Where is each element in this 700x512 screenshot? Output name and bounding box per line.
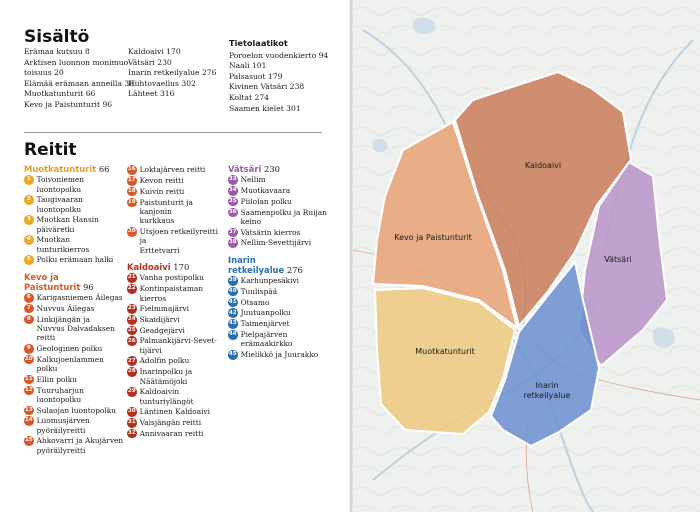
route-name: Juutuanpolku — [240, 308, 291, 318]
route-item[interactable] — [228, 308, 328, 318]
route-name: Vaisjängän reitti — [139, 418, 202, 428]
route-item[interactable] — [127, 187, 227, 197]
divider — [24, 132, 322, 133]
label-vatsari: Vätsäri — [604, 255, 632, 264]
route-item[interactable] — [24, 175, 124, 194]
route-item[interactable] — [127, 284, 227, 303]
route-item[interactable] — [228, 298, 328, 308]
route-section-title[interactable] — [24, 272, 124, 292]
route-item[interactable] — [24, 355, 124, 374]
route-number-badge: 42 — [228, 308, 238, 318]
toc-entry[interactable]: Muotkatunturit 66 — [24, 89, 96, 99]
section-page-number: 170 — [170, 262, 190, 273]
route-item[interactable] — [228, 208, 328, 227]
section-page-number: 230 — [261, 164, 280, 174]
routes-title: Reitit — [24, 140, 77, 160]
route-number-badge: 2 — [24, 195, 34, 205]
route-number-badge: 33 — [228, 175, 238, 185]
route-number-badge: 1 — [24, 175, 34, 185]
route-number-badge: 11 — [24, 375, 34, 385]
route-number-badge: 34 — [228, 186, 238, 196]
toc-title: Sisältö — [24, 27, 90, 47]
route-name: Fielmmajärvi — [139, 304, 190, 314]
routes-column-2 — [127, 164, 227, 438]
route-number-badge: 12 — [24, 386, 34, 396]
route-number-badge: 19 — [127, 198, 137, 208]
route-number-badge: 35 — [228, 197, 238, 207]
route-number-badge: 43 — [228, 319, 238, 329]
toc-entry[interactable]: Palsasuot 179 — [229, 71, 283, 81]
route-number-badge: 5 — [24, 255, 34, 265]
route-name: Taimenjärvet — [240, 319, 290, 329]
route-name: Kuivin reitti — [139, 186, 185, 196]
tietolaatikot-heading: Tietolaatikot — [229, 38, 288, 48]
section-title-text: Kevo ja — [24, 271, 59, 282]
route-item[interactable] — [228, 350, 328, 360]
route-name: Muotkan Hansin päiväretki — [36, 215, 99, 234]
section-page-number: 96 — [80, 281, 94, 292]
section-page-number: 66 — [96, 164, 110, 174]
route-name: Muotkan tunturikierros — [36, 235, 90, 254]
route-item[interactable] — [228, 276, 328, 286]
toc-column-1 — [24, 47, 134, 111]
route-name: Inarinpolku ja Näätämöjoki — [139, 367, 193, 386]
route-number-badge: 15 — [24, 436, 34, 446]
route-number-badge: 38 — [228, 238, 238, 248]
route-item[interactable] — [127, 418, 227, 428]
route-number-badge: 22 — [127, 284, 137, 294]
route-number-badge: 8 — [24, 315, 34, 325]
route-number-badge: 27 — [127, 356, 137, 366]
route-number-badge: 4 — [24, 235, 34, 245]
route-name: Palmankijärvi-Sevet- tijärvi — [139, 336, 217, 355]
route-item[interactable] — [228, 197, 328, 207]
route-number-badge: 31 — [127, 418, 137, 428]
route-name: Tuuruharjun luontopolku — [36, 385, 84, 404]
route-number-badge: 9 — [24, 344, 34, 354]
toc-entry[interactable]: Kaldoaivi 170 — [128, 47, 181, 56]
route-item[interactable] — [127, 429, 227, 439]
route-name: Taugivaaran luontopolku — [36, 195, 83, 214]
route-item[interactable] — [127, 176, 227, 186]
route-number-badge: 3 — [24, 215, 34, 225]
label-inarin-retkeilyalue: Inarin retkeilyalue — [523, 381, 571, 400]
route-name: Vätsärin kierros — [240, 227, 301, 237]
route-item[interactable] — [127, 387, 227, 406]
toc-entry[interactable]: Saamen kielet 301 — [229, 103, 301, 113]
route-number-badge: 26 — [127, 336, 137, 346]
route-number-badge: 32 — [127, 429, 137, 439]
route-item[interactable] — [228, 228, 328, 238]
route-item[interactable] — [127, 336, 227, 355]
route-item[interactable] — [228, 287, 328, 297]
route-number-badge: 29 — [127, 387, 137, 397]
route-name: Läntinen Kaldoaivi — [139, 407, 211, 417]
route-name: Karhunpesäkivi — [240, 276, 300, 286]
route-item[interactable] — [24, 255, 124, 265]
route-name: Annivaaran reitti — [139, 428, 204, 438]
route-number-badge: 25 — [127, 326, 137, 336]
route-number-badge: 28 — [127, 367, 137, 377]
route-item[interactable] — [24, 235, 124, 254]
toc-entry[interactable]: Kevo ja Paistunturit 96 — [24, 99, 113, 109]
route-name: Toivoniemen luontopolku — [36, 175, 85, 194]
route-number-badge: 6 — [24, 293, 34, 303]
map-page — [353, 0, 700, 512]
route-number-badge: 37 — [228, 228, 238, 238]
toc-entry[interactable]: Erämaa kutsuu 8 — [24, 47, 90, 56]
section-title-text: Inarin — [228, 254, 256, 265]
route-name: Tuulispää — [240, 286, 278, 296]
route-item[interactable] — [24, 375, 124, 385]
route-name: Mielikkö ja Juurakko — [240, 350, 319, 359]
route-section-title[interactable] — [228, 164, 328, 174]
route-number-badge: 18 — [127, 187, 137, 197]
route-item[interactable] — [127, 198, 227, 226]
toc-entry[interactable]: toisuus 20 — [24, 68, 64, 78]
route-name: Geologinen polku — [36, 343, 103, 353]
toc-entry[interactable]: Naali 101 — [229, 61, 267, 71]
route-number-badge: 23 — [127, 304, 137, 314]
section-title-text: Muotkatunturit — [24, 164, 97, 174]
route-item[interactable] — [127, 165, 227, 175]
routes-column-1 — [24, 164, 124, 455]
toc-column-3 — [229, 38, 328, 114]
route-item[interactable] — [228, 175, 328, 185]
route-item[interactable] — [127, 304, 227, 314]
toc-entry[interactable]: Elämää erämaan anneilla 38 — [24, 78, 135, 88]
route-item[interactable] — [127, 227, 227, 255]
route-name: Otsamo — [240, 297, 270, 307]
route-number-badge: 44 — [228, 330, 238, 340]
route-item[interactable] — [24, 304, 124, 314]
route-name: Luomusjärven pyöräilyreitti — [36, 416, 90, 435]
section-title-text: retkeilyalue — [228, 264, 285, 275]
route-number-badge: 16 — [127, 165, 137, 175]
toc-entry[interactable]: Inarin retkeilyalue 276 — [128, 68, 217, 78]
route-item[interactable] — [24, 406, 124, 416]
route-number-badge: 36 — [228, 208, 238, 218]
section-title-text: Paistunturit — [24, 281, 81, 292]
route-number-badge: 41 — [228, 298, 238, 308]
route-name: Nuvvus Áilegas — [36, 303, 95, 313]
route-number-badge: 45 — [228, 350, 238, 360]
route-item[interactable] — [127, 315, 227, 325]
route-section-title[interactable] — [127, 262, 227, 272]
route-item[interactable] — [127, 326, 227, 336]
toc-entry[interactable]: Hiihtovaellus 302 — [128, 78, 196, 88]
route-section-title[interactable] — [228, 255, 328, 275]
route-item[interactable] — [24, 215, 124, 234]
route-name: Kevon reitti — [139, 175, 184, 185]
route-number-badge: 17 — [127, 176, 137, 186]
route-name: Nellim — [240, 175, 266, 185]
route-item[interactable] — [127, 407, 227, 417]
route-number-badge: 24 — [127, 315, 137, 325]
route-name: Adolfin polku — [139, 356, 190, 366]
route-name: Ahkovarri ja Akujärven pyöräilyreitti — [36, 436, 124, 455]
route-item[interactable] — [24, 436, 124, 455]
toc-entry[interactable]: Koltat 274 — [229, 92, 270, 102]
route-name: Sulaojan luontopolku — [36, 405, 116, 415]
route-item[interactable] — [228, 186, 328, 196]
route-item[interactable] — [24, 195, 124, 214]
route-item[interactable] — [24, 344, 124, 354]
route-name: Saamenpolku ja Ruijan keino — [240, 207, 327, 226]
route-item[interactable] — [24, 293, 124, 303]
route-item[interactable] — [228, 330, 328, 349]
route-item[interactable] — [127, 367, 227, 386]
route-name: Geadgejärvi — [139, 325, 185, 335]
route-item[interactable] — [228, 319, 328, 329]
route-name: Ellin polku — [36, 374, 77, 384]
label-muotkatunturit: Muotkatunturit — [415, 347, 475, 356]
route-section-title[interactable] — [24, 164, 124, 174]
toc-entry[interactable]: Lähteet 316 — [128, 89, 175, 99]
toc-entry[interactable]: Arktisen luonnon monimuo- — [24, 57, 131, 67]
toc-entry[interactable]: Poroelon vuodenkierto 94 — [229, 50, 329, 60]
route-number-badge: 13 — [24, 406, 34, 416]
toc-entry[interactable]: Vätsäri 230 — [128, 57, 172, 67]
route-name: Vanha postipolku — [139, 273, 205, 283]
route-name: Karigasniemen Áilegas — [36, 292, 123, 302]
route-name: Kalkujoenlammen polku — [36, 354, 104, 374]
route-item[interactable] — [127, 356, 227, 366]
route-name: Loktajärven reitti — [139, 165, 206, 175]
routes-column-3 — [228, 164, 328, 360]
route-item[interactable] — [228, 238, 328, 248]
section-title-text: Kaldoaivi — [127, 262, 171, 273]
route-name: Paistunturit ja kanjonin kurkkaus — [139, 197, 193, 226]
route-name: Skaidijärvi — [139, 314, 180, 324]
route-number-badge: 40 — [228, 287, 238, 297]
toc-entry[interactable]: Kivinen Vätsäri 238 — [229, 82, 305, 92]
route-number-badge: 14 — [24, 416, 34, 426]
route-name: Kaldoaivin tunturiylängöt — [139, 387, 194, 406]
route-name: Piilolan polku — [240, 196, 292, 206]
route-name: Polku erämaan halki — [36, 255, 114, 265]
route-item[interactable] — [24, 315, 124, 343]
route-number-badge: 10 — [24, 355, 34, 365]
section-title-text: Vätsäri — [228, 164, 262, 174]
route-item[interactable] — [24, 416, 124, 435]
route-name: Utsjoen retkeilyreitti ja Erttetvarri — [139, 226, 219, 255]
toc-column-2 — [128, 47, 216, 100]
label-kaldoaivi: Kaldoaivi — [524, 161, 562, 170]
route-number-badge: 7 — [24, 304, 34, 314]
route-name: Nellim-Sevettijärvi — [240, 238, 312, 248]
route-item[interactable] — [24, 386, 124, 405]
route-name: Muotkavaara — [240, 185, 291, 195]
area-map — [353, 0, 700, 512]
route-item[interactable] — [127, 273, 227, 283]
route-name: Pielpajärven erämaakirkko — [240, 330, 293, 349]
route-number-badge: 39 — [228, 276, 238, 286]
route-name: Kontinpaistaman kierros — [139, 284, 204, 303]
route-number-badge: 30 — [127, 407, 137, 417]
route-name: Linkijängän ja Nuvvus Dalvadaksen reitti — [36, 314, 115, 343]
route-number-badge: 20 — [127, 227, 137, 237]
label-kevo-ja-paistunturit: Kevo ja Paistunturit — [394, 233, 472, 242]
section-page-number: 276 — [284, 264, 303, 275]
route-number-badge: 21 — [127, 273, 137, 283]
